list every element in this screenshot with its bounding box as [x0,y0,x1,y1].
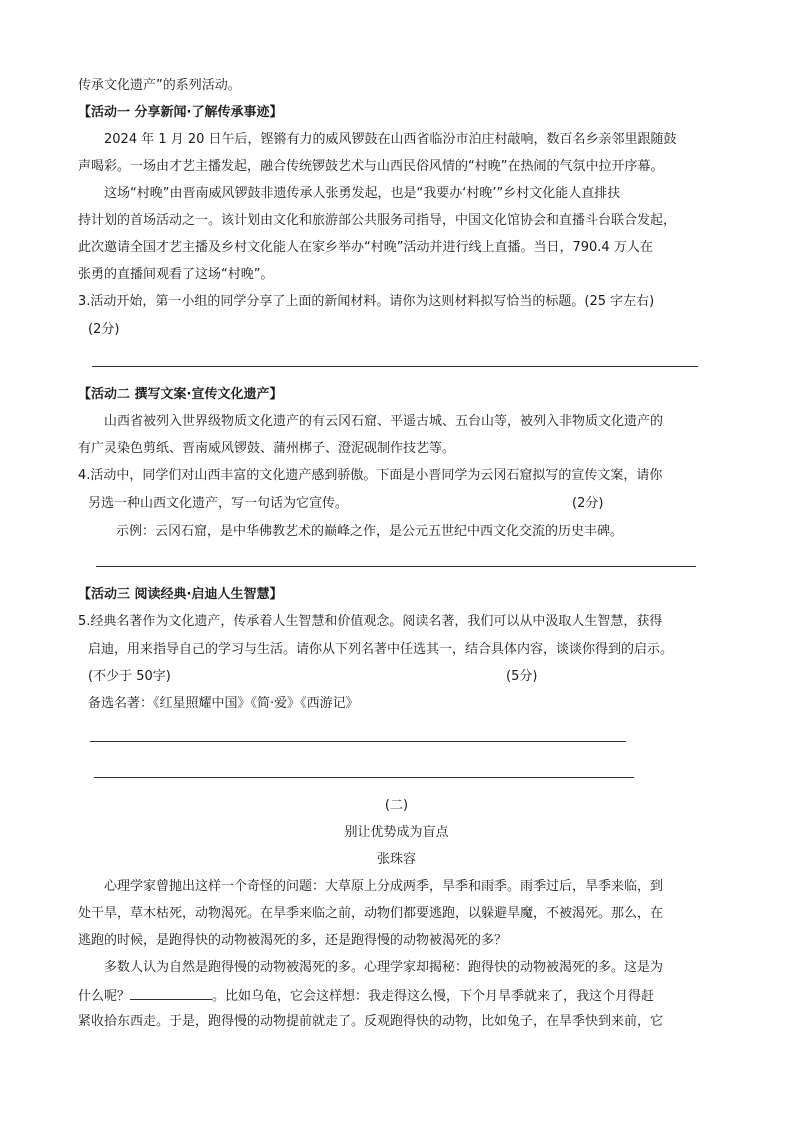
activity2-paragraph-line: 有广灵染色剪纸、晋南威风锣鼓、蒲州梆子、澄泥砚制作技艺等。 [78,441,456,456]
article-line: 紧收拾东西走。于是，跑得慢的动物提前就走了。反观跑得快的动物，比如兔子，在旱季快到来前，它 [78,1014,664,1029]
activity1-title: 【活动一 分享新闻·了解传承事迹】 [78,105,283,120]
activity2-paragraph-line: 山西省被列入世界级物质文化遗产的有云冈石窟、平遥古城、五台山等，被列入非物质文化遗产的 [104,414,664,429]
question-5-line3: (不少于 50字) [88,669,171,684]
article-line: 处干旱，草木枯死，动物渴死。在旱季来临之前，动物们都要逃跑，以躲避旱魔，不被渴死。那么，在 [78,906,664,921]
activity1-paragraph-line: 此次邀请全国才艺主播及乡村文化能人在家乡举办“村晚”活动并进行线上直播。当日，790.4 万人在 [78,240,653,255]
article-line-with-blank [78,985,654,1007]
article-line: 逃跑的时候，是跑得快的动物被渴死的多，还是跑得慢的动物被渴死的多？ [78,933,508,948]
question-5-line2: 启迪，用来指导自己的学习与生活。请你从下列名著中任选其一，结合具体内容，谈谈你得到的启示。 [88,642,674,657]
question-3-score: (2分) [88,322,120,337]
article-text: 什么呢？ [78,989,131,1004]
activity1-paragraph-line: 持计划的首场活动之一。该计划由文化和旅游部公共服务司指导，中国文化馆协会和直播斗台联合发起， [78,213,677,228]
question-3: 3.活动开始，第一小组的同学分享了上面的新闻材料。请你为这则材料拟写恰当的标题。(25 字左右) [78,294,655,309]
intro-tail: 传承文化遗产”的系列活动。 [78,78,241,93]
article-line: 多数人认为自然是跑得慢的动物被渴死的多。心理学家却揭秘：跑得快的动物被渴死的多。这是为 [104,960,664,975]
activity2-title: 【活动二 撰写文案·宣传文化遗产】 [78,387,283,402]
question-4-score: (2分) [572,496,604,511]
question-4-line1: 4.活动中，同学们对山西丰富的文化遗产感到骄傲。下面是小晋同学为云冈石窟拟写的宣传文案，请你 [78,468,663,483]
question-4-line2: 另选一种山西文化遗产，写一句话为它宣传。 [88,496,349,511]
article-text: 。比如乌龟，它会这样想：我走得这么慢，下个月旱季就来了，我这个月得赶 [212,989,655,1004]
activity1-paragraph-line: 2024 年 1 月 20 日午后，铿锵有力的威风锣鼓在山西省临汾市泊庄村敲响，数百名乡亲邻里跟随鼓 [104,132,677,147]
answer-line-q5-2[interactable] [94,777,634,778]
section-number: (二) [384,798,409,813]
activity1-paragraph-line: 这场“村晚”由晋南威风锣鼓非遗传承人张勇发起，也是“我要办‘村晚’”乡村文化能人直排扶 [104,186,621,201]
activity3-title: 【活动三 阅读经典·启迪人生智慧】 [78,587,283,602]
fill-in-blank[interactable] [130,985,212,1000]
answer-line-q5-1[interactable] [90,741,626,742]
article-author: 张珠容 [376,852,416,867]
activity1-paragraph-line: 声喝彩。一场由才艺主播发起，融合传统锣鼓艺术与山西民俗风情的“村晚”在热闹的气氛中拉开序幕。 [78,159,664,174]
article-line: 心理学家曾抛出这样一个奇怪的问题：大草原上分成两季，旱季和雨季。雨季过后，旱季来临，到 [104,879,664,894]
answer-line-q4[interactable] [96,566,696,567]
article-title: 别让优势成为盲点 [344,825,449,840]
question-4-example: 示例：云冈石窟，是中华佛教艺术的巅峰之作，是公元五世纪中西文化交流的历史丰碑。 [116,524,624,539]
question-5-line1: 5.经典名著作为文化遗产，传承着人生智慧和价值观念。阅读名著，我们可以从中汲取人生智慧，获得 [78,614,663,629]
activity1-paragraph-line: 张勇的直播间观看了这场“村晚”。 [78,267,274,282]
question-5-options: 备选名著：《红星照耀中国》《简·爱》《西游记》 [88,696,359,711]
answer-line-q3[interactable] [92,366,698,367]
question-5-score: (5分) [506,669,538,684]
